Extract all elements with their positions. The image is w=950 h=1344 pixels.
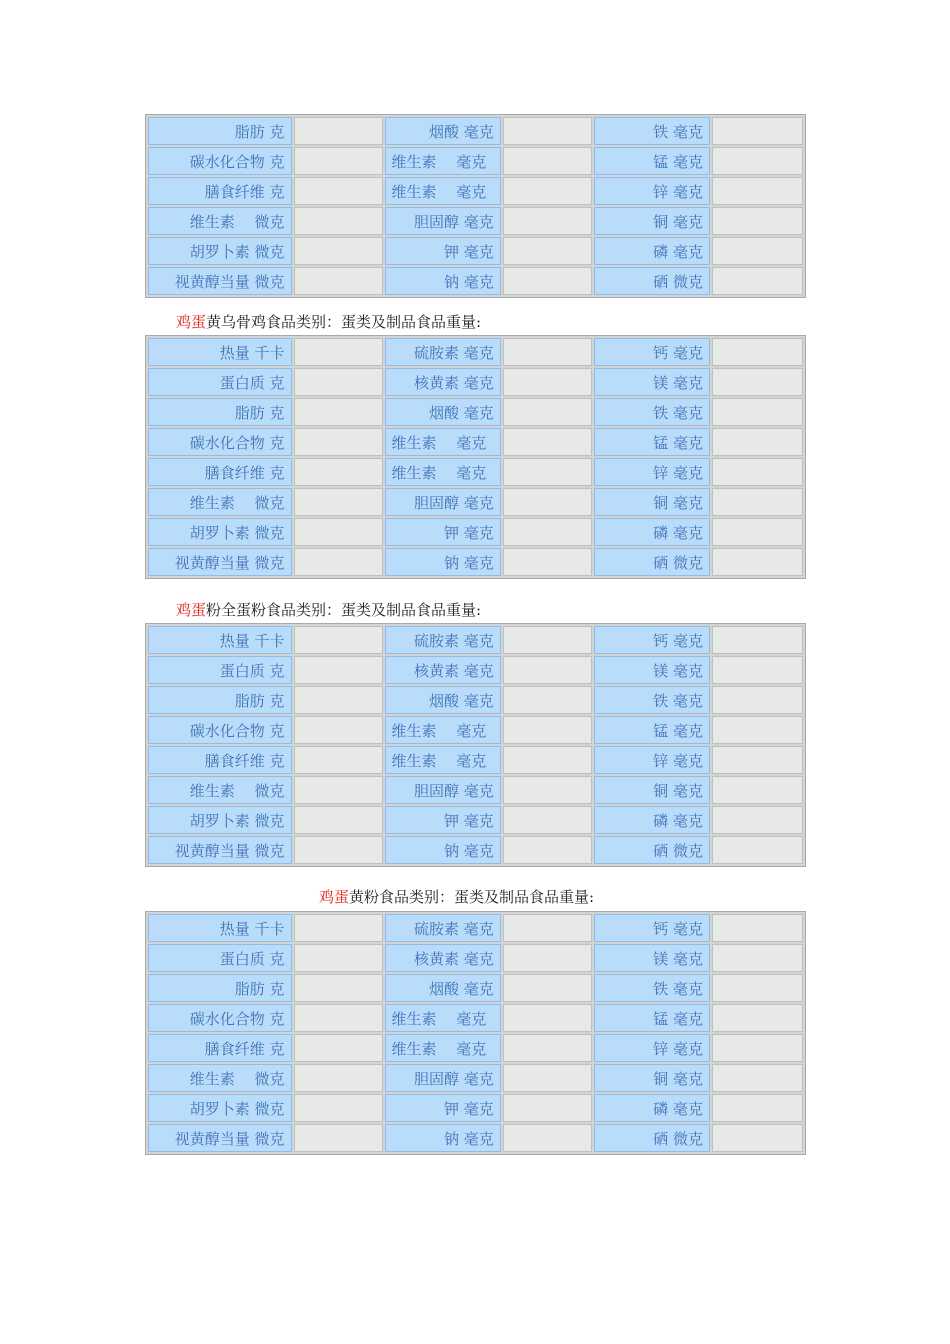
nutrient-value [294, 1034, 383, 1062]
nutrient-value [294, 974, 383, 1002]
nutrient-label: 锌 毫克 [594, 458, 710, 486]
nutrient-label: 镁 毫克 [594, 368, 710, 396]
nutrient-label: 烟酸 毫克 [385, 398, 501, 426]
nutrient-value [503, 338, 592, 366]
nutrient-value [294, 746, 383, 774]
nutrient-value [712, 944, 803, 972]
nutrient-value [712, 1124, 803, 1152]
nutrient-value [503, 746, 592, 774]
nutrient-label: 铁 毫克 [594, 398, 710, 426]
nutrient-value [503, 428, 592, 456]
nutrient-value [503, 914, 592, 942]
nutrient-label: 维生素 毫克 [385, 716, 501, 744]
nutrient-label: 胡罗卜素 微克 [148, 237, 292, 265]
table-row [148, 686, 803, 714]
nutrient-label: 铁 毫克 [594, 974, 710, 1002]
nutrient-label: 脂肪 克 [148, 398, 292, 426]
table-row [148, 237, 803, 265]
nutrient-value [503, 548, 592, 576]
caption-highlight: 鸡蛋 [319, 888, 350, 906]
nutrient-label: 膳食纤维 克 [148, 1034, 292, 1062]
nutrient-label: 维生素 微克 [148, 776, 292, 804]
nutrient-value [712, 626, 803, 654]
nutrient-value [712, 398, 803, 426]
nutrient-label: 钙 毫克 [594, 626, 710, 654]
nutrient-label: 维生素 微克 [148, 1064, 292, 1092]
nutrient-value [294, 686, 383, 714]
nutrient-label: 锌 毫克 [594, 177, 710, 205]
nutrient-label: 锰 毫克 [594, 1004, 710, 1032]
nutrient-label: 胆固醇 毫克 [385, 1064, 501, 1092]
nutrient-value [712, 746, 803, 774]
nutrient-label: 镁 毫克 [594, 944, 710, 972]
nutrient-label: 烟酸 毫克 [385, 974, 501, 1002]
nutrient-label: 磷 毫克 [594, 518, 710, 546]
nutrient-label: 脂肪 克 [148, 117, 292, 145]
nutrient-value [712, 488, 803, 516]
caption-text: 黄乌骨鸡食品类别：蛋类及制品食品重量: [206, 313, 482, 331]
nutrient-value [503, 806, 592, 834]
nutrient-value [712, 548, 803, 576]
nutrient-value [294, 548, 383, 576]
nutrient-label: 镁 毫克 [594, 656, 710, 684]
nutrient-label: 蛋白质 克 [148, 944, 292, 972]
nutrient-value [503, 1094, 592, 1122]
nutrient-value [294, 716, 383, 744]
nutrient-label: 钠 毫克 [385, 267, 501, 295]
nutrient-value [712, 177, 803, 205]
nutrient-label: 维生素 毫克 [385, 428, 501, 456]
nutrient-value [712, 267, 803, 295]
nutrient-value [294, 1004, 383, 1032]
nutrient-value [294, 267, 383, 295]
nutrient-value [712, 1094, 803, 1122]
nutrient-label: 磷 毫克 [594, 806, 710, 834]
nutrient-label: 视黄醇当量 微克 [148, 267, 292, 295]
nutrient-value [294, 914, 383, 942]
nutrient-label: 铜 毫克 [594, 488, 710, 516]
table-row [148, 1004, 803, 1032]
nutrient-label: 视黄醇当量 微克 [148, 1124, 292, 1152]
nutrient-value [294, 237, 383, 265]
nutrient-label: 硫胺素 毫克 [385, 626, 501, 654]
nutrient-value [294, 1124, 383, 1152]
nutrient-label: 膳食纤维 克 [148, 746, 292, 774]
nutrient-label: 铁 毫克 [594, 686, 710, 714]
caption-highlight: 鸡蛋 [176, 601, 207, 619]
nutrient-label: 硒 微克 [594, 548, 710, 576]
nutrient-value [712, 207, 803, 235]
nutrient-value [712, 686, 803, 714]
nutrient-value [712, 1064, 803, 1092]
nutrient-value [294, 656, 383, 684]
nutrient-label: 碳水化合物 克 [148, 147, 292, 175]
nutrient-value [712, 518, 803, 546]
nutrient-value [503, 776, 592, 804]
table-row [148, 1064, 803, 1092]
nutrient-value [712, 428, 803, 456]
nutrient-value [294, 368, 383, 396]
nutrient-label: 铜 毫克 [594, 1064, 710, 1092]
nutrient-label: 胆固醇 毫克 [385, 207, 501, 235]
nutrient-value [503, 686, 592, 714]
table-row [148, 1124, 803, 1152]
nutrient-value [294, 207, 383, 235]
table-row [148, 914, 803, 942]
nutrient-label: 维生素 微克 [148, 488, 292, 516]
nutrient-value [294, 488, 383, 516]
section-caption [319, 887, 594, 907]
nutrient-label: 胡罗卜素 微克 [148, 1094, 292, 1122]
nutrient-value [503, 944, 592, 972]
table-row [148, 368, 803, 396]
nutrient-value [503, 398, 592, 426]
nutrient-label: 维生素 毫克 [385, 147, 501, 175]
nutrient-label: 锌 毫克 [594, 1034, 710, 1062]
table-row [148, 716, 803, 744]
table-row [148, 488, 803, 516]
nutrient-label: 锰 毫克 [594, 716, 710, 744]
nutrient-value [294, 776, 383, 804]
nutrient-label: 维生素 毫克 [385, 1034, 501, 1062]
nutrition-table-continued [145, 114, 806, 298]
nutrient-value [503, 1064, 592, 1092]
table-row [148, 207, 803, 235]
nutrient-value [294, 1094, 383, 1122]
nutrient-value [712, 836, 803, 864]
nutrient-value [294, 338, 383, 366]
table-row [148, 944, 803, 972]
nutrient-label: 硒 微克 [594, 836, 710, 864]
nutrient-label: 磷 毫克 [594, 1094, 710, 1122]
nutrient-label: 视黄醇当量 微克 [148, 836, 292, 864]
nutrient-label: 钾 毫克 [385, 237, 501, 265]
nutrient-label: 硫胺素 毫克 [385, 338, 501, 366]
nutrient-label: 钠 毫克 [385, 548, 501, 576]
table-row [148, 974, 803, 1002]
nutrient-value [503, 458, 592, 486]
nutrient-value [712, 147, 803, 175]
table-row [148, 267, 803, 295]
nutrient-value [712, 368, 803, 396]
caption-highlight: 鸡蛋 [176, 313, 207, 331]
nutrient-value [503, 237, 592, 265]
table-row [148, 548, 803, 576]
nutrient-value [712, 974, 803, 1002]
caption-text: 粉全蛋粉食品类别：蛋类及制品食品重量: [206, 601, 482, 619]
table-row [148, 147, 803, 175]
nutrient-value [712, 338, 803, 366]
nutrient-value [712, 776, 803, 804]
nutrient-value [712, 1034, 803, 1062]
nutrient-value [503, 177, 592, 205]
nutrient-label: 膳食纤维 克 [148, 177, 292, 205]
table-row [148, 626, 803, 654]
nutrient-value [712, 656, 803, 684]
nutrient-label: 维生素 毫克 [385, 458, 501, 486]
nutrient-label: 脂肪 克 [148, 974, 292, 1002]
nutrient-label: 磷 毫克 [594, 237, 710, 265]
nutrient-label: 核黄素 毫克 [385, 944, 501, 972]
nutrient-label: 维生素 毫克 [385, 746, 501, 774]
nutrient-value [294, 117, 383, 145]
nutrient-label: 核黄素 毫克 [385, 368, 501, 396]
nutrient-value [712, 458, 803, 486]
section-caption [176, 312, 481, 332]
nutrient-label: 钠 毫克 [385, 1124, 501, 1152]
nutrient-label: 烟酸 毫克 [385, 686, 501, 714]
nutrient-value [503, 368, 592, 396]
nutrient-value [503, 207, 592, 235]
nutrient-label: 膳食纤维 克 [148, 458, 292, 486]
nutrient-value [294, 428, 383, 456]
nutrient-label: 热量 千卡 [148, 914, 292, 942]
table-row [148, 398, 803, 426]
nutrient-label: 铜 毫克 [594, 776, 710, 804]
nutrient-value [503, 267, 592, 295]
nutrient-value [294, 458, 383, 486]
nutrient-value [712, 237, 803, 265]
nutrient-value [503, 656, 592, 684]
table-row [148, 1034, 803, 1062]
nutrient-value [503, 1124, 592, 1152]
nutrient-value [503, 147, 592, 175]
nutrition-table [145, 335, 806, 579]
section-caption [176, 600, 481, 620]
nutrient-value [294, 177, 383, 205]
nutrient-value [294, 944, 383, 972]
nutrient-value [503, 974, 592, 1002]
nutrient-label: 胡罗卜素 微克 [148, 806, 292, 834]
nutrient-label: 核黄素 毫克 [385, 656, 501, 684]
nutrient-label: 铁 毫克 [594, 117, 710, 145]
nutrient-label: 碳水化合物 克 [148, 1004, 292, 1032]
nutrient-label: 维生素 毫克 [385, 1004, 501, 1032]
nutrient-label: 锰 毫克 [594, 147, 710, 175]
table-row [148, 656, 803, 684]
table-row [148, 776, 803, 804]
nutrient-value [503, 836, 592, 864]
nutrient-label: 烟酸 毫克 [385, 117, 501, 145]
nutrient-value [503, 716, 592, 744]
nutrient-value [712, 716, 803, 744]
table-row [148, 1094, 803, 1122]
table-row [148, 338, 803, 366]
nutrient-value [503, 518, 592, 546]
nutrient-value [503, 1034, 592, 1062]
nutrient-label: 胡罗卜素 微克 [148, 518, 292, 546]
nutrient-label: 硒 微克 [594, 1124, 710, 1152]
nutrient-label: 钠 毫克 [385, 836, 501, 864]
nutrient-label: 锰 毫克 [594, 428, 710, 456]
nutrient-value [503, 626, 592, 654]
nutrient-value [294, 518, 383, 546]
nutrient-label: 热量 千卡 [148, 626, 292, 654]
nutrient-label: 钾 毫克 [385, 1094, 501, 1122]
nutrient-label: 维生素 毫克 [385, 177, 501, 205]
nutrient-value [294, 398, 383, 426]
nutrient-label: 钙 毫克 [594, 914, 710, 942]
table-row [148, 746, 803, 774]
nutrient-value [294, 147, 383, 175]
nutrient-value [294, 1064, 383, 1092]
nutrient-label: 钾 毫克 [385, 806, 501, 834]
nutrient-value [503, 488, 592, 516]
table-row [148, 177, 803, 205]
caption-text: 黄粉食品类别：蛋类及制品食品重量: [349, 888, 595, 906]
table-row [148, 836, 803, 864]
nutrient-label: 硒 微克 [594, 267, 710, 295]
nutrient-label: 脂肪 克 [148, 686, 292, 714]
nutrient-value [294, 626, 383, 654]
nutrient-value [503, 1004, 592, 1032]
nutrient-label: 蛋白质 克 [148, 656, 292, 684]
table-row [148, 117, 803, 145]
nutrient-label: 维生素 微克 [148, 207, 292, 235]
nutrient-label: 钾 毫克 [385, 518, 501, 546]
nutrient-label: 碳水化合物 克 [148, 716, 292, 744]
nutrient-value [294, 836, 383, 864]
nutrient-label: 钙 毫克 [594, 338, 710, 366]
nutrient-label: 热量 千卡 [148, 338, 292, 366]
nutrient-label: 铜 毫克 [594, 207, 710, 235]
nutrient-label: 视黄醇当量 微克 [148, 548, 292, 576]
nutrient-value [503, 117, 592, 145]
nutrient-label: 胆固醇 毫克 [385, 488, 501, 516]
nutrient-label: 锌 毫克 [594, 746, 710, 774]
table-row [148, 806, 803, 834]
table-row [148, 458, 803, 486]
nutrient-label: 蛋白质 克 [148, 368, 292, 396]
nutrient-label: 硫胺素 毫克 [385, 914, 501, 942]
nutrition-table [145, 623, 806, 867]
nutrient-value [712, 1004, 803, 1032]
nutrient-value [294, 806, 383, 834]
nutrition-table [145, 911, 806, 1155]
table-row [148, 428, 803, 456]
nutrient-value [712, 806, 803, 834]
nutrient-label: 碳水化合物 克 [148, 428, 292, 456]
table-row [148, 518, 803, 546]
nutrient-value [712, 117, 803, 145]
nutrient-label: 胆固醇 毫克 [385, 776, 501, 804]
nutrient-value [712, 914, 803, 942]
